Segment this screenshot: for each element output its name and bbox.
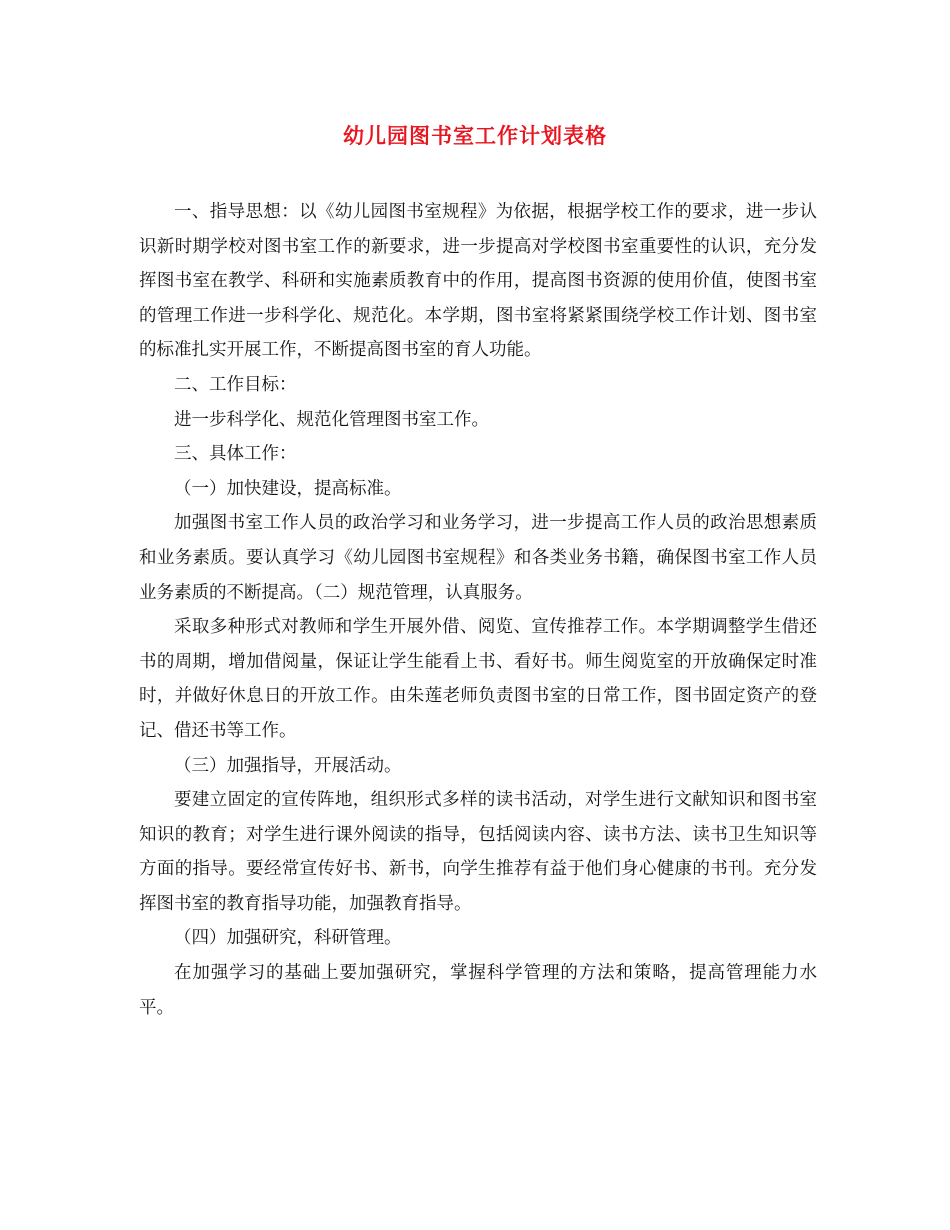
subheading-1: （一）加快建设，提高标准。 [174, 478, 402, 499]
heading-work-goals: 二、工作目标： [174, 374, 297, 395]
paragraph-guiding-ideology: 一、指导思想：以《幼儿园图书室规程》为依据，根据学校工作的要求，进一步认识新时期学校对图书室工作的新要求，进一步提高对学校图书室重要性的认识，充分发挥图书室在教学、科研和实施素质教育中的作用，提高图书资源的使用价值，使图书室的管理工作进一步科学化、规范化。本学期，图书室将紧紧围绕学校工作计划、图书室的标准扎实开展工作，不断提高图书室的育人功能。 [139, 202, 817, 361]
paragraph-2: 采取多种形式对教师和学生开展外借、阅览、宣传推荐工作。本学期调整学生借还书的周期，增加借阅量，保证让学生能看上书、看好书。师生阅览室的开放确保定时准时，并做好休息日的开放工作。由朱莲老师负责图书室的日常工作，图书固定资产的登记、借还书等工作。 [139, 617, 817, 741]
paragraph-3: 要建立固定的宣传阵地，组织形式多样的读书活动，对学生进行文献知识和图书室知识的教育；对学生进行课外阅读的指导，包括阅读内容、读书方法、读书卫生知识等方面的指导。要经常宣传好书、新书，向学生推荐有益于他们身心健康的书刊。充分发挥图书室的教育指导功能，加强教育指导。 [139, 790, 817, 914]
heading-specific-work: 三、具体工作： [174, 444, 297, 465]
document-title: 幼儿园图书室工作计划表格 [343, 123, 607, 148]
subheading-4: （四）加强研究，科研管理。 [174, 928, 402, 949]
subheading-3: （三）加强指导，开展活动。 [174, 755, 402, 776]
paragraph-1: 加强图书室工作人员的政治学习和业务学习，进一步提高工作人员的政治思想素质和业务素质。要认真学习《幼儿园图书室规程》和各类业务书籍，确保图书室工作人员业务素质的不断提高。（二）规范管理，认真服务。 [139, 513, 817, 603]
document-body [139, 195, 817, 1025]
paragraph-work-goals: 进一步科学化、规范化管理图书室工作。 [174, 409, 489, 430]
paragraph-4: 在加强学习的基础上要加强研究，掌握科学管理的方法和策略，提高管理能力水平。 [139, 963, 817, 1018]
